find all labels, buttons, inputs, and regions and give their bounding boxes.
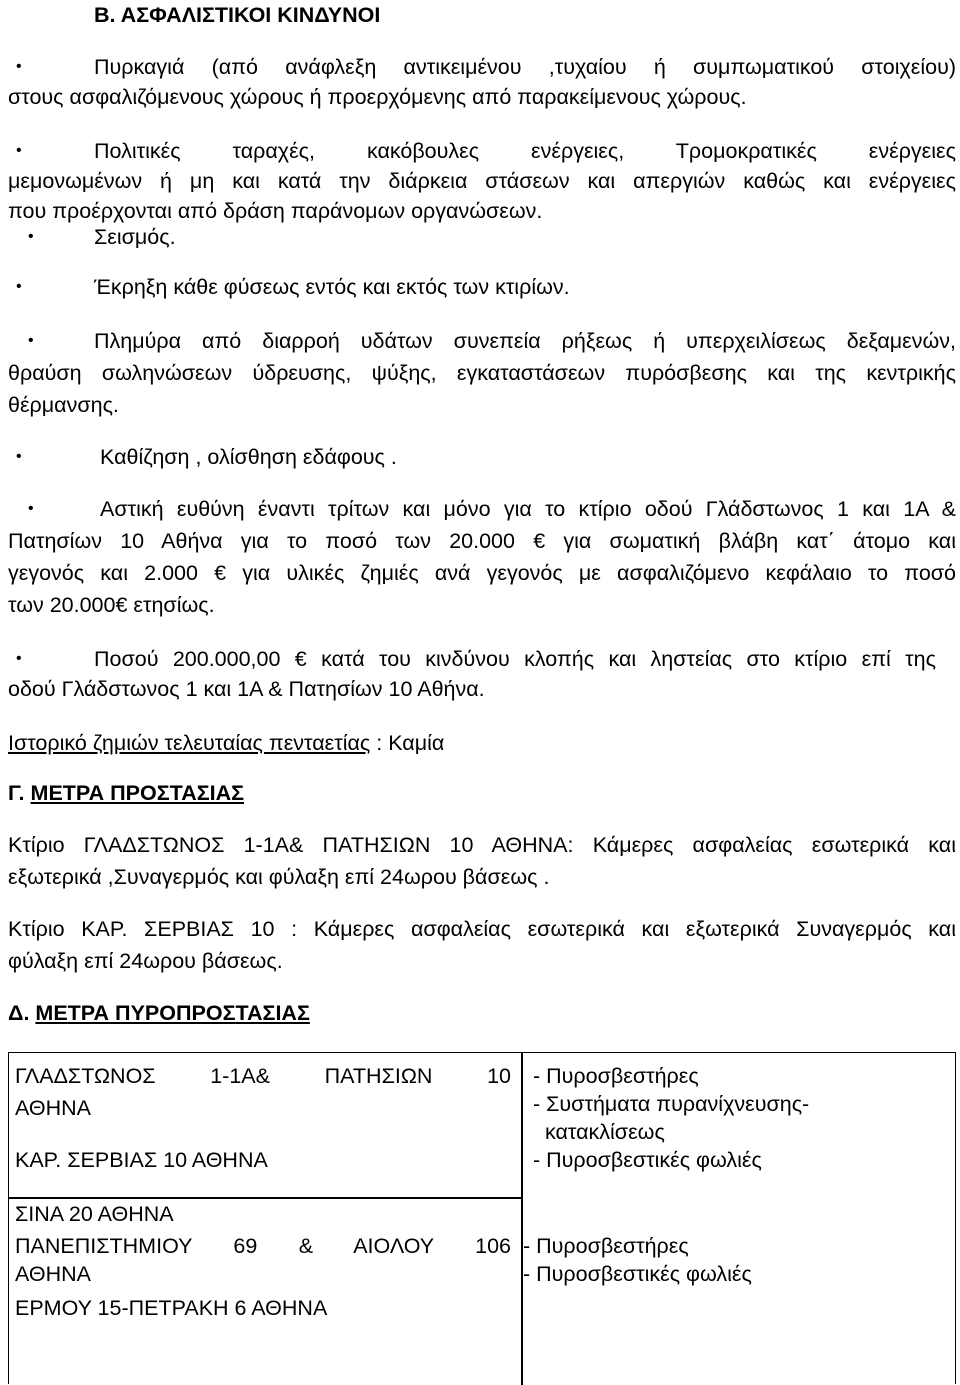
building-ermou: ΕΡΜΟΥ 15-ΠΕΤΡΑΚΗ 6 ΑΘΗΝΑ [15,1296,328,1320]
protection-servias-line-1: Κτίριο ΚΑΡ. ΣΕΡΒΙΑΣ 10 : Κάμερες ασφαλείας εσωτερικά και εξωτερικά Συναγερμός και [8,917,956,941]
claims-history [8,728,444,758]
section-c-heading [8,778,244,808]
risk-item-flood-line-3: θέρμανσης. [8,393,119,417]
risk-item-riots-line-3: που προέρχονται από δράση παράνομων οργανώσεων. [8,199,543,223]
risk-item-liability-line-1: Αστική ευθύνη έναντι τρίτων και μόνο για το κτίριο οδού Γλάδστωνος 1 και 1Α & [100,497,956,521]
risk-item-theft-line-2: οδού Γλάδστωνος 1 και 1Α & Πατησίων 10 Αθήνα. [8,677,485,701]
risk-item-theft-line-1: Ποσού 200.000,00 € κατά του κινδύνου κλοπής και ληστείας στο κτίριο επί της [94,647,936,671]
section-c-prefix: Γ. [8,781,25,805]
risk-item-earthquake: Σεισμός. [94,225,176,249]
measure-fire-detection: - Συστήματα πυρανίχνευσης- [533,1092,810,1116]
risk-item-explosion: Έκρηξη κάθε φύσεως εντός και εκτός των κτιρίων. [94,275,570,299]
measure-flooding: κατακλίσεως [545,1120,665,1144]
claims-history-value: : Καμία [370,731,445,755]
bullet-icon: • [28,332,34,349]
section-d-title: ΜΕΤΡΑ ΠΥΡΟΠΡΟΣΤΑΣΙΑΣ [35,1001,310,1025]
claims-history-label: Ιστορικό ζημιών τελευταίας πενταετίας [8,731,371,755]
fire-protection-table [8,1052,956,1384]
risk-item-liability-line-4: των 20.000€ ετησίως. [8,593,215,617]
bullet-icon: • [16,58,22,75]
bullet-icon: • [16,278,22,295]
protection-servias-line-2: φύλαξη επί 24ωρου βάσεως. [8,949,283,973]
section-c-title: ΜΕΤΡΑ ΠΡΟΣΤΑΣΙΑΣ [30,781,245,805]
risk-item-flood-line-2: θραύση σωληνώσεων ύδρευσης, ψύξης, εγκαταστάσεων πυρόσβεσης και της κεντρικής [8,361,956,385]
bullet-icon: • [28,228,34,245]
risk-item-riots-line-2: μεμονωμένων ή μη και κατά την διάρκεια στάσεων και απεργιών καθώς και ενέργειες [8,169,956,193]
risk-item-fire-line-1: Πυρκαγιά (από ανάφλεξη αντικειμένου ,τυχαίου ή συμπωματικού στοιχείου) [94,55,956,79]
measure-fire-hose-cabinets: - Πυροσβεστικές φωλιές [533,1148,762,1172]
bullet-icon: • [16,650,22,667]
measure-fire-hose-cabinets-2: - Πυροσβεστικές φωλιές [523,1262,752,1286]
building-gladstonos-line-2: ΑΘΗΝΑ [15,1096,92,1120]
risk-item-subsidence: Καθίζηση , ολίσθηση εδάφους . [100,445,397,469]
bullet-icon: • [28,500,34,517]
building-panepistimiou-line-1: ΠΑΝΕΠΙΣΤΗΜΙΟΥ 69 & ΑΙΟΛΟΥ 106 [15,1234,511,1258]
protection-gladstonos-line-1: Κτίριο ΓΛΑΔΣΤΩΝΟΣ 1-1Α& ΠΑΤΗΣΙΩΝ 10 ΑΘΗΝΑ: Κάμερες ασφαλείας εσωτερικά και [8,833,956,857]
section-d-heading [8,998,310,1028]
measure-extinguishers: - Πυροσβεστήρες [533,1064,699,1088]
risk-item-flood-line-1: Πλημύρα από διαρροή υδάτων συνεπεία ρήξεως ή υπερχειλίσεως δεξαμενών, [94,329,956,353]
building-sina: ΣΙΝΑ 20 ΑΘΗΝΑ [15,1202,174,1226]
risk-item-riots-line-1: Πολιτικές ταραχές, κακόβουλες ενέργειες, Τρομοκρατικές ενέργειες [94,139,956,163]
building-gladstonos-line-1: ΓΛΑΔΣΤΩΝΟΣ 1-1Α& ΠΑΤΗΣΙΩΝ 10 [15,1064,511,1088]
table-column-divider [521,1053,523,1385]
protection-gladstonos-line-2: εξωτερικά ,Συναγερμός και φύλαξη επί 24ωρου βάσεως . [8,865,550,889]
risk-item-liability-line-2: Πατησίων 10 Αθήνα για το ποσό των 20.000 € για σωματική βλάβη κατ΄ άτομο και [8,529,956,553]
risk-item-liability-line-3: γεγονός και 2.000 € για υλικές ζημιές ανά γεγονός με ασφαλιζόμενο κεφάλαιο το ποσό [8,561,956,585]
section-b-title: Β. ΑΣΦΑΛΙΣΤΙΚΟΙ ΚΙΝΔΥΝΟΙ [94,3,381,27]
risk-item-fire-line-2: στους ασφαλιζόμενους χώρους ή προερχόμενης από παρακείμενους χώρους. [8,85,747,109]
bullet-icon: • [16,142,22,159]
measure-extinguishers-2: - Πυροσβεστήρες [523,1234,689,1258]
building-panepistimiou-line-2: ΑΘΗΝΑ [15,1262,92,1286]
section-d-prefix: Δ. [8,1001,30,1025]
bullet-icon: • [16,448,22,465]
building-servias: ΚΑΡ. ΣΕΡΒΙΑΣ 10 ΑΘΗΝΑ [15,1148,268,1172]
